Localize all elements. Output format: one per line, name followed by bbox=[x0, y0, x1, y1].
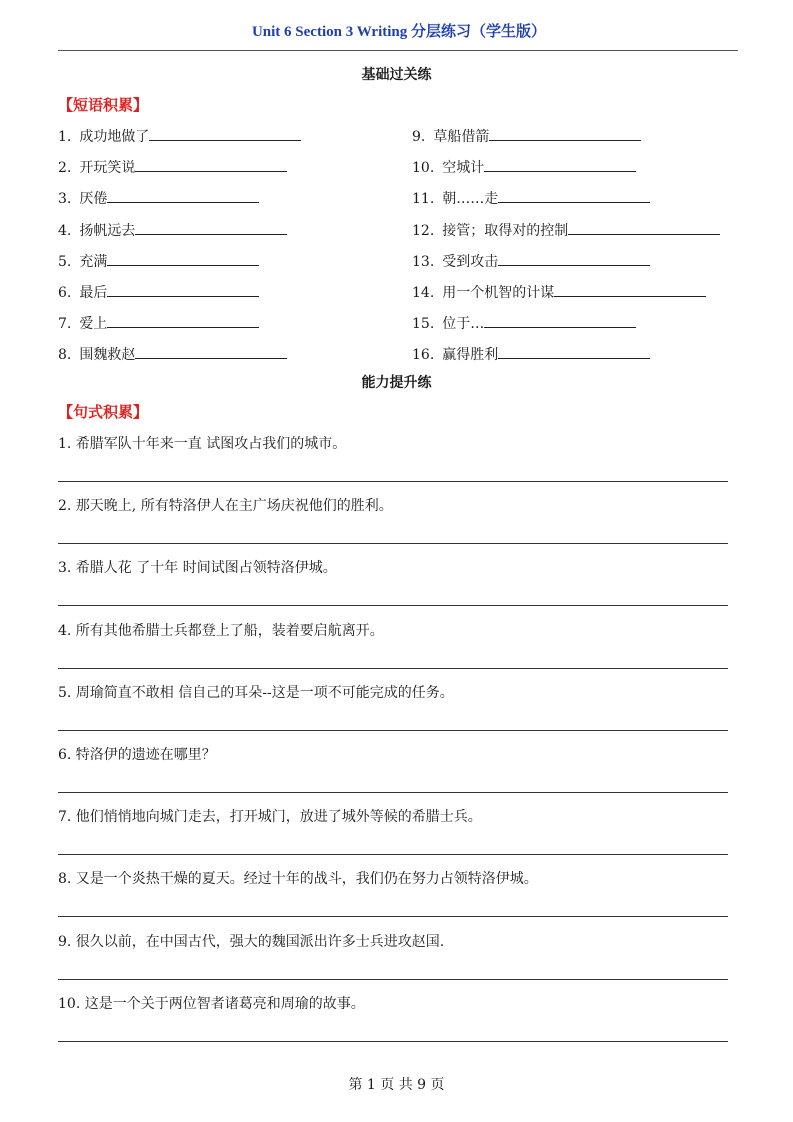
vocab-number: 11. bbox=[412, 191, 435, 208]
answer-blank[interactable] bbox=[568, 220, 720, 235]
answer-line[interactable] bbox=[58, 854, 728, 855]
vocab-number: 2. bbox=[58, 160, 72, 177]
vocab-number: 5. bbox=[58, 253, 72, 270]
answer-blank[interactable] bbox=[554, 282, 706, 297]
answer-blank[interactable] bbox=[498, 188, 650, 203]
vocab-item bbox=[412, 220, 720, 240]
sentence-tag: 【句式积累】 bbox=[58, 403, 149, 421]
vocab-number: 10. bbox=[412, 160, 435, 177]
vocab-number: 4. bbox=[58, 222, 72, 239]
answer-line[interactable] bbox=[58, 916, 728, 917]
vocab-prompt: 用一个机智的计谋 bbox=[442, 285, 555, 301]
sentence-prompt: 9. 很久以前，在中国古代，强大的魏国派出许多士兵进攻赵国. bbox=[58, 933, 445, 950]
vocab-item bbox=[412, 344, 650, 364]
answer-blank[interactable] bbox=[135, 157, 287, 172]
vocab-prompt: 草船借箭 bbox=[433, 129, 490, 145]
vocab-prompt: 围魏救赵 bbox=[79, 347, 136, 364]
answer-blank[interactable] bbox=[498, 344, 650, 359]
vocab-number: 16. bbox=[412, 347, 435, 364]
vocab-prompt: 朝……走 bbox=[442, 191, 499, 208]
vocab-number: 1. bbox=[58, 129, 72, 145]
sentence-prompt: 2. 那天晚上, 所有特洛伊人在主广场庆祝他们的胜利。 bbox=[58, 498, 393, 515]
section-title-advanced: 能力提升练 bbox=[361, 375, 432, 391]
vocab-number: 14. bbox=[412, 285, 435, 301]
vocab-prompt: 开玩笑说 bbox=[79, 160, 136, 177]
sentence-prompt: 8. 又是一个炎热干燥的夏天。经过十年的战斗，我们仍在努力占领特洛伊城。 bbox=[58, 871, 538, 888]
vocab-item bbox=[412, 126, 641, 146]
vocab-number: 9. bbox=[412, 129, 426, 145]
answer-blank[interactable] bbox=[107, 282, 259, 297]
vocab-item bbox=[412, 188, 650, 208]
answer-blank[interactable] bbox=[107, 251, 259, 266]
vocab-prompt: 爱上 bbox=[79, 316, 108, 333]
answer-blank[interactable] bbox=[135, 344, 287, 359]
vocab-number: 6. bbox=[58, 285, 72, 301]
vocab-prompt: 充满 bbox=[79, 253, 108, 270]
answer-blank[interactable] bbox=[107, 313, 259, 328]
vocab-item bbox=[58, 313, 259, 333]
sentence-prompt: 5. 周瑜简直不敢相 信自己的耳朵--这是一项不可能完成的任务。 bbox=[58, 684, 454, 701]
answer-line[interactable] bbox=[58, 792, 728, 793]
vocab-item bbox=[58, 344, 287, 364]
answer-line[interactable] bbox=[58, 730, 728, 731]
vocab-prompt: 赢得胜利 bbox=[442, 347, 499, 364]
answer-blank[interactable] bbox=[489, 126, 641, 141]
vocab-number: 7. bbox=[58, 316, 72, 333]
vocab-item bbox=[58, 220, 287, 240]
page-footer: 第 1 页 共 9 页 bbox=[348, 1077, 445, 1093]
document-header: Unit 6 Section 3 Writing 分层练习（学生版） bbox=[251, 24, 547, 40]
answer-line[interactable] bbox=[58, 543, 728, 544]
section-title-basic: 基础过关练 bbox=[361, 67, 432, 83]
answer-blank[interactable] bbox=[484, 157, 636, 172]
vocab-prompt: 最后 bbox=[79, 285, 108, 301]
answer-blank[interactable] bbox=[107, 188, 259, 203]
vocab-number: 13. bbox=[412, 253, 435, 270]
answer-line[interactable] bbox=[58, 668, 728, 669]
answer-blank[interactable] bbox=[135, 220, 287, 235]
vocab-item bbox=[412, 282, 706, 302]
vocab-item bbox=[58, 188, 259, 208]
vocab-prompt: 成功地做了 bbox=[79, 129, 150, 145]
vocab-prompt: 位于… bbox=[442, 316, 485, 333]
vocab-number: 8. bbox=[58, 347, 72, 364]
sentence-prompt: 6. 特洛伊的遗迹在哪里？ bbox=[58, 747, 216, 763]
vocab-prompt: 接管；取得对的控制 bbox=[442, 222, 569, 239]
header-divider bbox=[58, 50, 738, 51]
vocab-prompt: 扬帆远去 bbox=[79, 222, 136, 239]
vocab-prompt: 空城计 bbox=[442, 160, 485, 177]
vocab-prompt: 受到攻击 bbox=[442, 253, 499, 270]
answer-line[interactable] bbox=[58, 979, 728, 980]
phrase-tag: 【短语积累】 bbox=[58, 96, 149, 114]
answer-blank[interactable] bbox=[484, 313, 636, 328]
answer-blank[interactable] bbox=[498, 251, 650, 266]
vocab-item bbox=[58, 251, 259, 271]
sentence-prompt: 3. 希腊人花 了十年 时间试图占领特洛伊城。 bbox=[58, 560, 337, 577]
sentence-prompt: 7. 他们悄悄地向城门走去，打开城门，放进了城外等候的希腊士兵。 bbox=[58, 809, 482, 826]
vocab-number: 3. bbox=[58, 191, 72, 208]
vocab-number: 12. bbox=[412, 222, 435, 239]
answer-line[interactable] bbox=[58, 481, 728, 482]
answer-blank[interactable] bbox=[149, 126, 301, 141]
vocab-item bbox=[58, 282, 259, 302]
vocab-item bbox=[58, 157, 287, 177]
answer-line[interactable] bbox=[58, 605, 728, 606]
vocab-number: 15. bbox=[412, 316, 435, 333]
vocab-item bbox=[58, 126, 301, 146]
vocab-item bbox=[412, 157, 636, 177]
sentence-prompt: 1. 希腊军队十年来一直 试图攻占我们的城市。 bbox=[58, 436, 347, 452]
sentence-prompt: 4. 所有其他希腊士兵都登上了船，装着要启航离开。 bbox=[58, 622, 384, 639]
vocab-item bbox=[412, 313, 636, 333]
vocab-item bbox=[412, 251, 650, 271]
vocab-prompt: 厌倦 bbox=[79, 191, 108, 208]
sentence-prompt: 10. 这是一个关于两位智者诸葛亮和周瑜的故事。 bbox=[58, 995, 365, 1012]
answer-line[interactable] bbox=[58, 1041, 728, 1042]
